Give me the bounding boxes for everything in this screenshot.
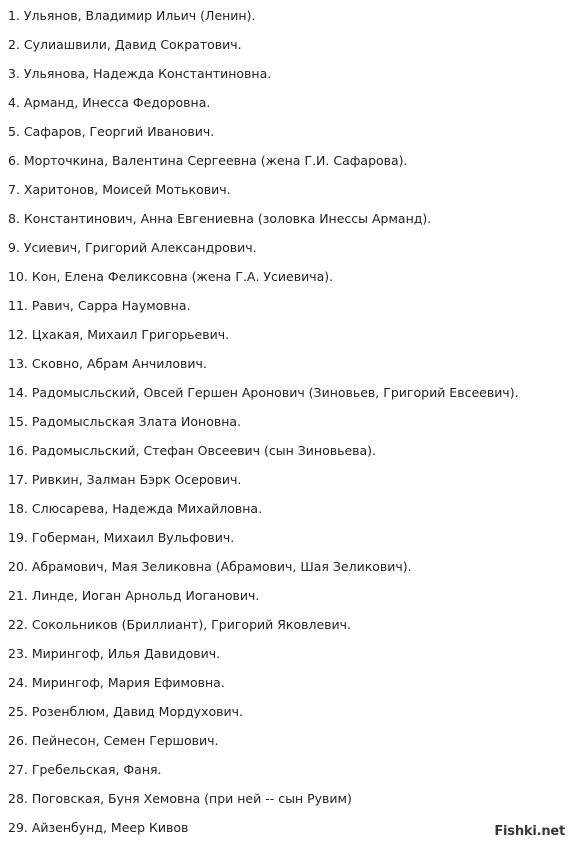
watermark: Fishki.net (494, 824, 565, 839)
list-item: 28. Поговская, Буня Хемовна (при ней -- сын Рувим) (8, 791, 352, 806)
list-item: 13. Сковно, Абрам Анчилович. (8, 356, 207, 371)
list-item: 20. Абрамович, Мая Зеликовна (Абрамович, Шая Зеликович). (8, 559, 412, 574)
list-item: 7. Харитонов, Моисей Мотькович. (8, 182, 231, 197)
list-item: 9. Усиевич, Григорий Александрович. (8, 240, 257, 255)
list-item: 5. Сафаров, Георгий Иванович. (8, 124, 215, 139)
list-item: 18. Слюсарева, Надежда Михайловна. (8, 501, 263, 516)
list-item: 2. Сулиашвили, Давид Сократович. (8, 37, 242, 52)
list-item: 8. Константинович, Анна Евгениевна (золовка Инессы Арманд). (8, 211, 432, 226)
list-item: 15. Радомысльская Злата Ионовна. (8, 414, 242, 429)
list-item: 3. Ульянова, Надежда Константиновна. (8, 66, 272, 81)
list-item: 17. Ривкин, Залман Бэрк Осерович. (8, 472, 242, 487)
list-item: 22. Сокольников (Бриллиант), Григорий Яковлевич. (8, 617, 351, 632)
list-item: 27. Гребельская, Фаня. (8, 762, 162, 777)
list-item: 10. Кон, Елена Феликсовна (жена Г.А. Усиевича). (8, 269, 334, 284)
list-item: 14. Радомысльский, Овсей Гершен Аронович (Зиновьев, Григорий Евсеевич). (8, 385, 519, 400)
names-list (8, 6, 519, 847)
list-item: 11. Равич, Сарра Наумовна. (8, 298, 191, 313)
list-item: 25. Розенблюм, Давид Мордухович. (8, 704, 243, 719)
list-item: 26. Пейнесон, Семен Гершович. (8, 733, 219, 748)
list-item: 16. Радомысльский, Стефан Овсеевич (сын Зиновьева). (8, 443, 377, 458)
list-item: 12. Цхакая, Михаил Григорьевич. (8, 327, 230, 342)
list-item: 23. Мирингоф, Илья Давидович. (8, 646, 221, 661)
list-item: 24. Мирингоф, Мария Ефимовна. (8, 675, 225, 690)
list-item: 1. Ульянов, Владимир Ильич (Ленин). (8, 8, 256, 23)
list-item: 19. Гоберман, Михаил Вульфович. (8, 530, 235, 545)
list-item: 21. Линде, Иоган Арнольд Иоганович. (8, 588, 260, 603)
list-item: 29. Айзенбунд, Меер Кивов (8, 820, 189, 835)
list-item: 4. Арманд, Инесса Федоровна. (8, 95, 211, 110)
list-item: 6. Морточкина, Валентина Сергеевна (жена Г.И. Сафарова). (8, 153, 408, 168)
